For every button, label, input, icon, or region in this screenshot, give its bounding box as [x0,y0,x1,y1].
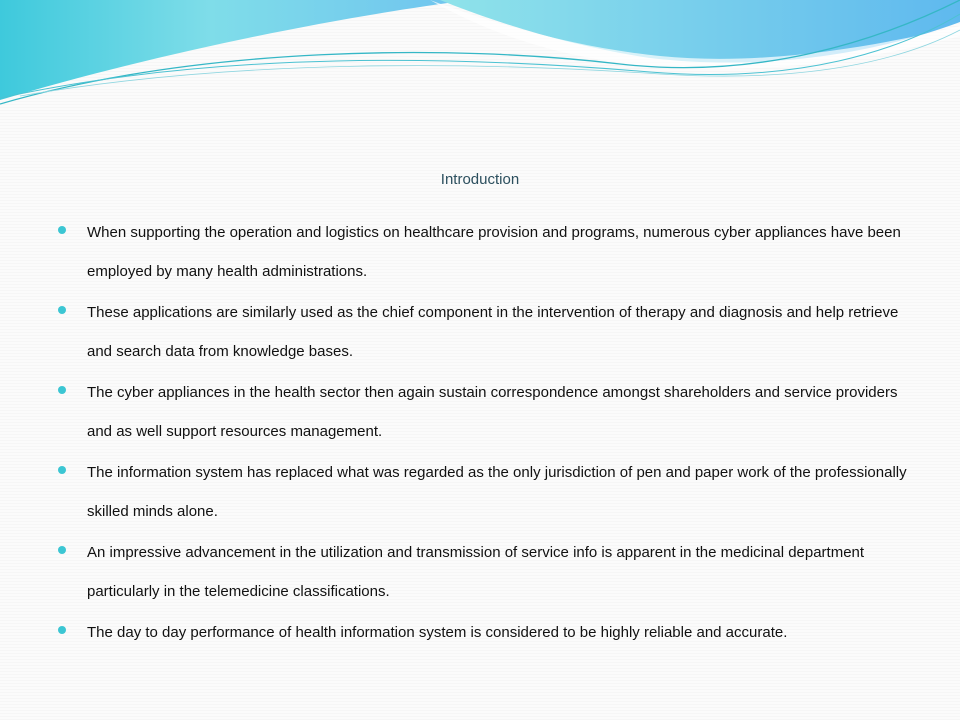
bullet-item [56,534,916,611]
bullet-text: The day to day performance of health information system is considered to be highly reliable and accurate. [87,624,788,641]
bullet-list [56,214,916,656]
header-wave-decoration [0,0,960,115]
bullet-item [56,614,916,653]
bullet-text: The information system has replaced what was regarded as the only jurisdiction of pen and paper work of the professionally skilled minds alone. [87,464,907,520]
bullet-dot-icon [58,386,66,394]
bullet-item [56,214,916,291]
bullet-dot-icon [58,626,66,634]
bullet-item [56,374,916,451]
bullet-item [56,454,916,531]
bullet-dot-icon [58,306,66,314]
bullet-text: An impressive advancement in the utilization and transmission of service info is apparent in the medicinal department particularly in the telemedicine classifications. [87,544,873,600]
bullet-dot-icon [58,466,66,474]
bullet-dot-icon [58,546,66,554]
bullet-text: When supporting the operation and logistics on healthcare provision and programs, numerous cyber appliances have been employed by many health administrations. [87,224,901,280]
bullet-dot-icon [58,226,66,234]
slide-title: Introduction [440,171,520,188]
bullet-text: These applications are similarly used as the chief component in the intervention of therapy and diagnosis and help retrieve and search data from knowledge bases. [87,304,899,360]
bullet-item [56,294,916,371]
bullet-text: The cyber appliances in the health sector then again sustain correspondence amongst shareholders and service providers and as well support resources management. [87,384,898,440]
